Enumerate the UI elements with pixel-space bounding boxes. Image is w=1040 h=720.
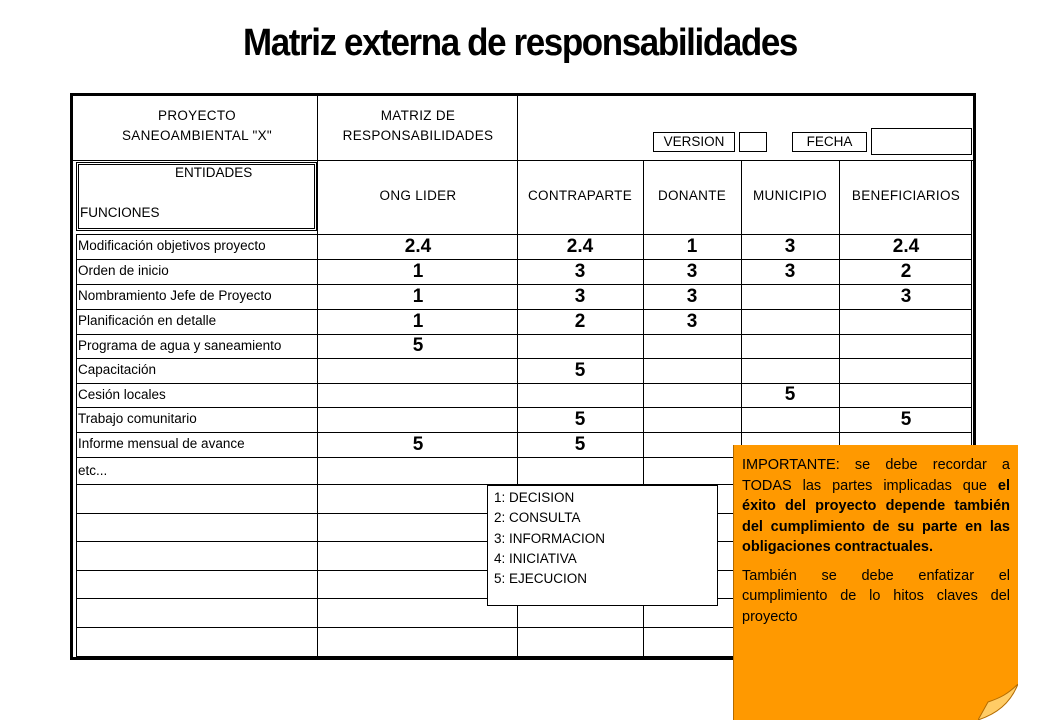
matrix-line-1: MATRIZ DE bbox=[380, 108, 456, 123]
grid-line bbox=[76, 334, 972, 335]
cell-value: 5 bbox=[412, 335, 424, 356]
grid-line bbox=[76, 309, 972, 310]
cell-value: 3 bbox=[686, 286, 698, 307]
grid-line bbox=[76, 234, 77, 657]
column-header-contraparte: CONTRAPARTE bbox=[527, 188, 633, 203]
cell-value: 2 bbox=[900, 261, 912, 282]
cell-value: 2.4 bbox=[892, 236, 920, 257]
cell-value: 3 bbox=[574, 286, 586, 307]
row-label: Modificación objetivos proyecto bbox=[78, 238, 266, 253]
matrix-line-2: RESPONSABILIDADES bbox=[342, 128, 494, 143]
matrix-name-header bbox=[320, 106, 516, 146]
row-label: etc... bbox=[78, 463, 108, 478]
cell-value: 5 bbox=[784, 384, 796, 405]
grid-line bbox=[73, 160, 973, 161]
grid-line bbox=[76, 259, 972, 260]
important-note bbox=[733, 445, 1018, 720]
cell-value: 3 bbox=[784, 261, 796, 282]
grid-line bbox=[76, 432, 972, 433]
cell-value: 2.4 bbox=[404, 236, 432, 257]
legend-item: 2: CONSULTA bbox=[494, 510, 581, 526]
row-label: Programa de agua y saneamiento bbox=[78, 338, 282, 353]
cell-value: 3 bbox=[686, 261, 698, 282]
cell-value: 1 bbox=[412, 261, 424, 282]
cell-value: 5 bbox=[574, 409, 586, 430]
legend-item: 1: DECISION bbox=[494, 490, 575, 505]
row-label: Cesión locales bbox=[78, 387, 166, 402]
legend-item: 5: EJECUCION bbox=[494, 571, 588, 587]
fecha-label: FECHA bbox=[806, 134, 853, 149]
cell-value: 5 bbox=[574, 360, 586, 381]
project-name-header bbox=[78, 106, 316, 146]
cell-value: 1 bbox=[686, 236, 698, 257]
cell-value: 5 bbox=[900, 409, 912, 430]
cell-value: 3 bbox=[900, 286, 912, 307]
row-label: Nombramiento Jefe de Proyecto bbox=[78, 288, 272, 303]
project-line-1: PROYECTO bbox=[158, 108, 236, 123]
fecha-label-box bbox=[792, 132, 867, 152]
entidades-label: ENTIDADES bbox=[175, 165, 253, 180]
grid-line bbox=[76, 284, 972, 285]
legend-box bbox=[487, 485, 718, 606]
row-label: Capacitación bbox=[78, 362, 157, 377]
cell-value: 1 bbox=[412, 311, 424, 332]
project-line-2: SANEOAMBIENTAL "X" bbox=[121, 128, 273, 143]
cell-value: 5 bbox=[574, 434, 586, 455]
row-label: Trabajo comunitario bbox=[78, 411, 197, 426]
fecha-field[interactable] bbox=[871, 128, 972, 155]
column-header-ong-lider: ONG LIDER bbox=[379, 188, 457, 203]
column-header-beneficiarios: BENEFICIARIOS bbox=[851, 188, 961, 203]
version-field[interactable] bbox=[739, 132, 767, 152]
note-emphasis: el éxito del proyecto depende también del cumplimiento de su parte en las obligaciones contractuales. bbox=[742, 477, 1010, 555]
page-curl-icon bbox=[978, 684, 1018, 720]
grid-line bbox=[76, 407, 972, 408]
cell-value: 3 bbox=[686, 311, 698, 332]
grid-line bbox=[76, 234, 972, 235]
legend-item: 3: INFORMACION bbox=[494, 530, 606, 546]
cell-value: 1 bbox=[412, 286, 424, 307]
grid-line bbox=[317, 96, 318, 657]
row-label: Planificación en detalle bbox=[78, 313, 217, 328]
legend-item: 4: INICIATIVA bbox=[494, 550, 577, 566]
funciones-label: FUNCIONES bbox=[80, 205, 160, 220]
column-header-donante: DONANTE bbox=[657, 188, 727, 203]
cell-value: 3 bbox=[574, 261, 586, 282]
column-header-municipio: MUNICIPIO bbox=[753, 188, 827, 203]
version-label-box bbox=[653, 132, 735, 152]
note-intro: IMPORTANTE: se debe recordar a TODAS las partes implicadas que bbox=[742, 457, 1010, 494]
cell-value: 5 bbox=[412, 434, 424, 455]
note-paragraph-1 bbox=[742, 455, 1010, 558]
cell-value: 3 bbox=[784, 236, 796, 257]
cell-value: 2 bbox=[574, 311, 586, 332]
grid-line bbox=[76, 358, 972, 359]
row-label: Orden de inicio bbox=[78, 263, 169, 278]
note-paragraph-2: También se debe enfatizar el cumplimiento de lo hitos claves del proyecto bbox=[742, 567, 1010, 625]
version-label: VERSION bbox=[663, 134, 725, 149]
page-title: Matriz externa de responsabilidades bbox=[242, 22, 797, 64]
row-label: Informe mensual de avance bbox=[78, 436, 245, 451]
cell-value: 2.4 bbox=[566, 236, 594, 257]
